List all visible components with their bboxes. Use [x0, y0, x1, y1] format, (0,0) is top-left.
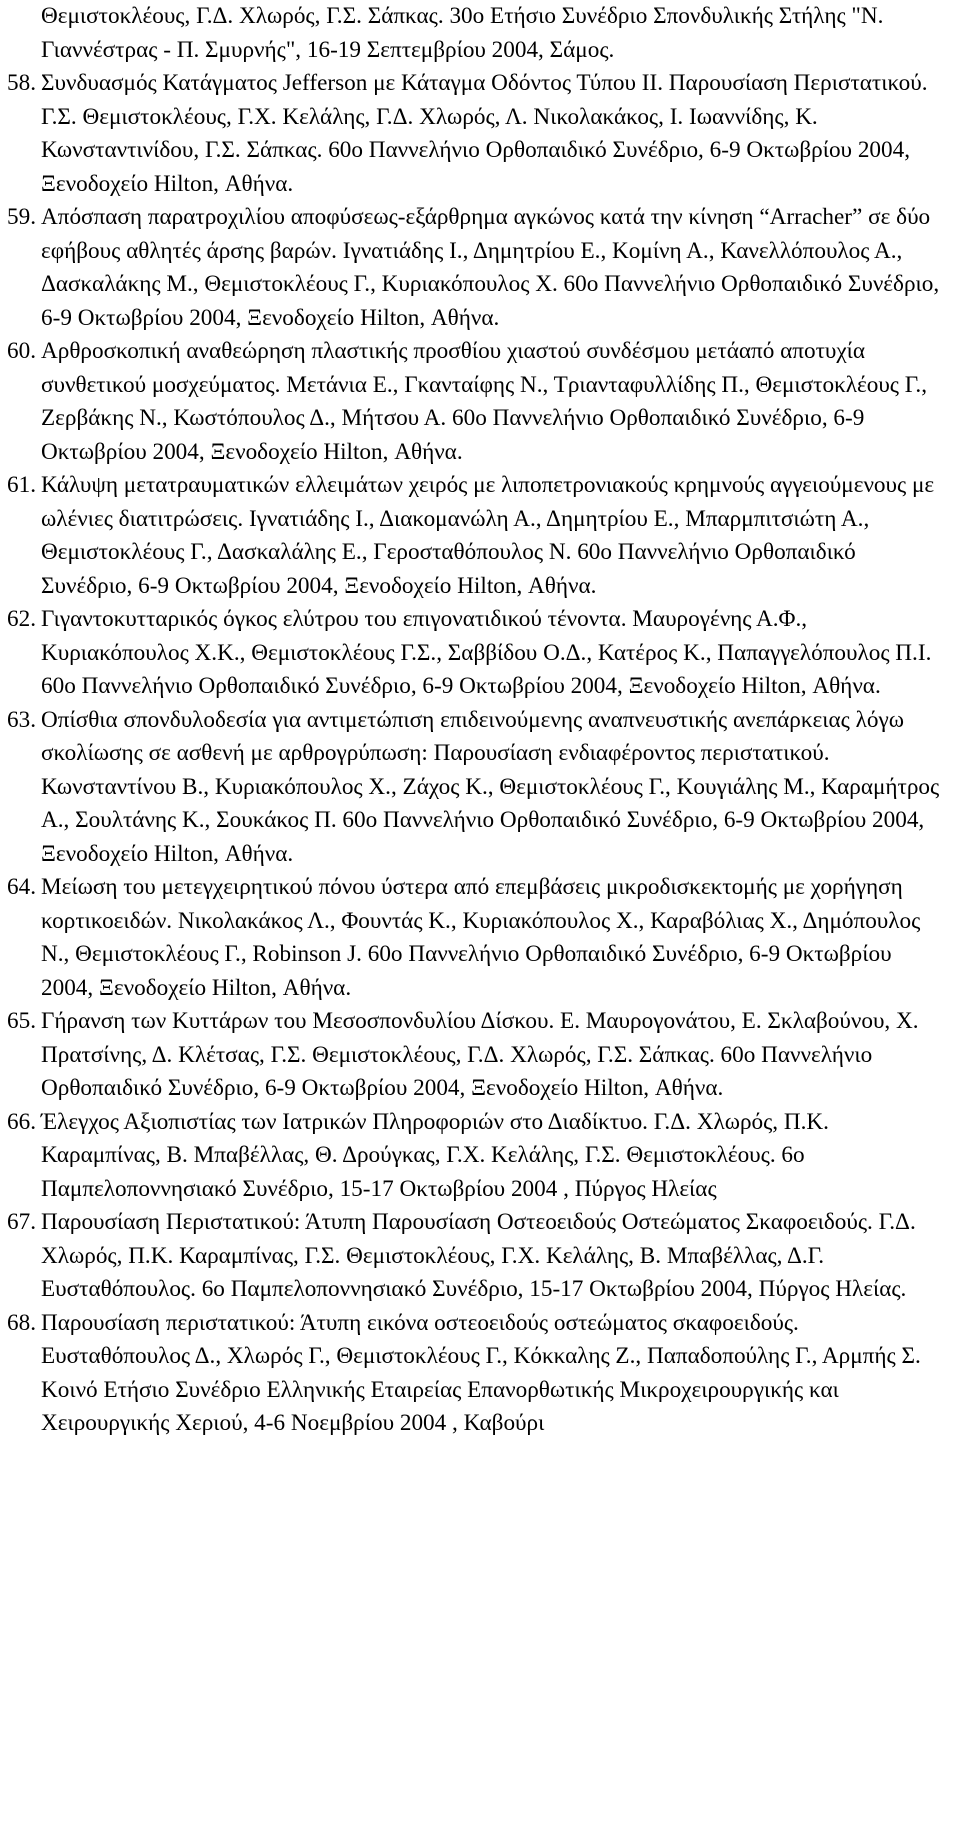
reference-item-67 — [7, 1206, 946, 1307]
reference-number: 58. — [7, 70, 36, 96]
reference-item-65 — [7, 1005, 946, 1106]
reference-text: Γήρανση των Κυττάρων του Μεσοσπονδυλίου Δίσκου. Ε. Μαυρογονάτου, Ε. Σκλαβούνου, Χ. Πρατσίνης, Δ. Κλέτσας, Γ.Σ. Θεμιστοκλέους, Γ.Δ. Χλωρός, Γ.Σ. Σάπκας. 60ο Παννελήνιο Ορθοπαιδικό Συνέδριο, 6-9 Οκτωβρίου 2004, Ξενοδοχείο Hilton, Αθήνα. — [41, 1008, 919, 1101]
reference-text: Παρουσίαση Περιστατικού: Άτυπη Παρουσίαση Οστεοειδούς Οστεώματος Σκαφοειδούς. Γ.Δ. Χλωρός, Π.Κ. Καραμπίνας, Γ.Σ. Θεμιστοκλέους, Γ.Χ. Κελάλης, Β. Μπαβέλλας, Δ.Γ. Ευσταθόπουλος. 6ο Παμπελοποννησιακό Συνέδριο, 15-17 Οκτωβρίου 2004, Πύργος Ηλείας. — [41, 1209, 916, 1302]
reference-item-66 — [7, 1106, 946, 1207]
reference-number: 60. — [7, 338, 36, 364]
reference-item-64 — [7, 871, 946, 1005]
reference-number: 62. — [7, 606, 36, 632]
reference-text: Αρθροσκοπική αναθεώρηση πλαστικής προσθίου χιαστού συνδέσμου μετάαπό αποτυχία συνθετικού μοσχεύματος. Μετάνια Ε., Γκανταίφης Ν., Τριανταφυλλίδης Π., Θεμιστοκλέους Γ., Ζερβάκης Ν., Κωστόπουλος Δ., Μήτσου Α. 60ο Παννελήνιο Ορθοπαιδικό Συνέδριο, 6-9 Οκτωβρίου 2004, Ξενοδοχείο Hilton, Αθήνα. — [41, 338, 928, 465]
reference-text: Παρουσίαση περιστατικού: Άτυπη εικόνα οστεοειδούς οστεώματος σκαφοειδούς. Ευσταθόπουλος Δ., Χλωρός Γ., Θεμιστοκλέους Γ., Κόκκαλης Ζ., Παπαδοπούλης Γ., Αρμπής Σ. Κοινό Ετήσιο Συνέδριο Ελληνικής Εταιρείας Επανορθωτικής Μικροχειρουργικής και Χειρουργικής Χεριού, 4-6 Νοεμβρίου 2004 , Καβούρι — [41, 1309, 921, 1436]
reference-number: 66. — [7, 1108, 36, 1135]
reference-item-60 — [7, 335, 946, 469]
reference-item-59 — [7, 201, 946, 335]
reference-text: Έλεγχος Αξιοπιστίας των Ιατρικών Πληροφοριών στο Διαδίκτυο. Γ.Δ. Χλωρός, Π.Κ. Καραμπίνας, Β. Μπαβέλλας, Θ. Δρούγκας, Γ.Χ. Κελάλης, Γ.Σ. Θεμιστοκλέους. 6ο Παμπελοποννησιακό Συνέδριο, 15-17 Οκτωβρίου 2004 , Πύργος Ηλείας — [41, 1108, 829, 1202]
reference-text: Κάλυψη μετατραυματικών ελλειμάτων χειρός με λιποπετρονιακούς κρημνούς αγγειούμενους με ωλένιες διατιτρώσεις. Ιγνατιάδης Ι., Διακομανώλη Α., Δημητρίου Ε., Μπαρμπιτσιώτη Α., Θεμιστοκλέους Γ., Δασκαλάλης Ε., Γεροσταθόπουλος Ν. 60ο Παννελήνιο Ορθοπαιδικό Συνέδριο, 6-9 Οκτωβρίου 2004, Ξενοδοχείο Hilton, Αθήνα. — [41, 472, 935, 599]
reference-number: 61. — [7, 472, 36, 498]
reference-number: 63. — [7, 706, 36, 733]
reference-number: 68. — [7, 1309, 36, 1336]
reference-text: Συνδυασμός Κατάγματος Jefferson με Κάταγμα Οδόντος Τύπου ΙΙ. Παρουσίαση Περιστατικού. Γ.Σ. Θεμιστοκλέους, Γ.Χ. Κελάλης, Γ.Δ. Χλωρός, Λ. Νικολακάκος, Ι. Ιωαννίδης, Κ. Κωνσταντινίδου, Γ.Σ. Σάπκας. 60ο Παννελήνιο Ορθοπαιδικό Συνέδριο, 6-9 Οκτωβρίου 2004, Ξενοδοχείο Hilton, Αθήνα. — [41, 70, 928, 197]
reference-text: Μείωση του μετεγχειρητικού πόνου ύστερα από επεμβάσεις μικροδισκεκτομής με χορήγηση κορτικοειδών. Νικολακάκος Λ., Φουντάς Κ., Κυριακόπουλος Χ., Καραβόλιας Χ., Δημόπουλος Ν., Θεμιστοκλέους Γ., Robinson J. 60ο Παννελήνιο Ορθοπαιδικό Συνέδριο, 6-9 Οκτωβρίου 2004, Ξενοδοχείο Hilton, Αθήνα. — [41, 874, 921, 1001]
reference-number: 67. — [7, 1209, 36, 1235]
reference-item-63 — [7, 704, 946, 872]
continued-reference-text: Θεμιστοκλέους, Γ.Δ. Χλωρός, Γ.Σ. Σάπκας. 30ο Ετήσιο Συνέδριο Σπονδυλικής Στήλης "Ν. Γιαννέστρας - Π. Σμυρνής", 16-19 Σεπτεμβρίου 2004, Σάμος. — [41, 3, 884, 63]
reference-number: 64. — [7, 874, 36, 900]
reference-item-61 — [7, 469, 946, 603]
reference-number: 65. — [7, 1008, 36, 1034]
reference-text: Οπίσθια σπονδυλοδεσία για αντιμετώπιση επιδεινούμενης αναπνευστικής ανεπάρκειας λόγω σκολίωσης σε ασθενή με αρθρογρύπωση: Παρουσίαση ενδιαφέροντος περιστατικού. Κωνσταντίνου Β., Κυριακόπουλος Χ., Ζάχος Κ., Θεμιστοκλέους Γ., Κουγιάλης Μ., Καραμήτρος Α., Σουλτάνης Κ., Σουκάκος Π. 60ο Παννελήνιο Ορθοπαιδικό Συνέδριο, 6-9 Οκτωβρίου 2004, Ξενοδοχείο Hilton, Αθήνα. — [41, 706, 940, 867]
reference-text: Απόσπαση παρατροχιλίου αποφύσεως-εξάρθρημα αγκώνος κατά την κίνηση “Arracher” σε δύο εφήβους αθλητές άρσης βαρών. Ιγνατιάδης Ι., Δημητρίου Ε., Κομίνη Α., Κανελλόπουλος Α., Δασκαλάκης Μ., Θεμιστοκλέους Γ., Κυριακόπουλος Χ. 60ο Παννελήνιο Ορθοπαιδικό Συνέδριο, 6-9 Οκτωβρίου 2004, Ξενοδοχείο Hilton, Αθήνα. — [41, 204, 940, 331]
reference-number: 59. — [7, 204, 36, 230]
reference-item-62 — [7, 603, 946, 704]
reference-list — [7, 67, 946, 1441]
reference-item-58 — [7, 67, 946, 201]
reference-item-68 — [7, 1307, 946, 1441]
reference-text: Γιγαντοκυτταρικός όγκος ελύτρου του επιγονατιδικού τένοντα. Μαυρογένης Α.Φ., Κυριακόπουλος Χ.Κ., Θεμιστοκλέους Γ.Σ., Σαββίδου Ο.Δ., Κατέρος Κ., Παπαγγελόπουλος Π.Ι. 60ο Παννελήνιο Ορθοπαιδικό Συνέδριο, 6-9 Οκτωβρίου 2004, Ξενοδοχείο Hilton, Αθήνα. — [41, 606, 932, 699]
